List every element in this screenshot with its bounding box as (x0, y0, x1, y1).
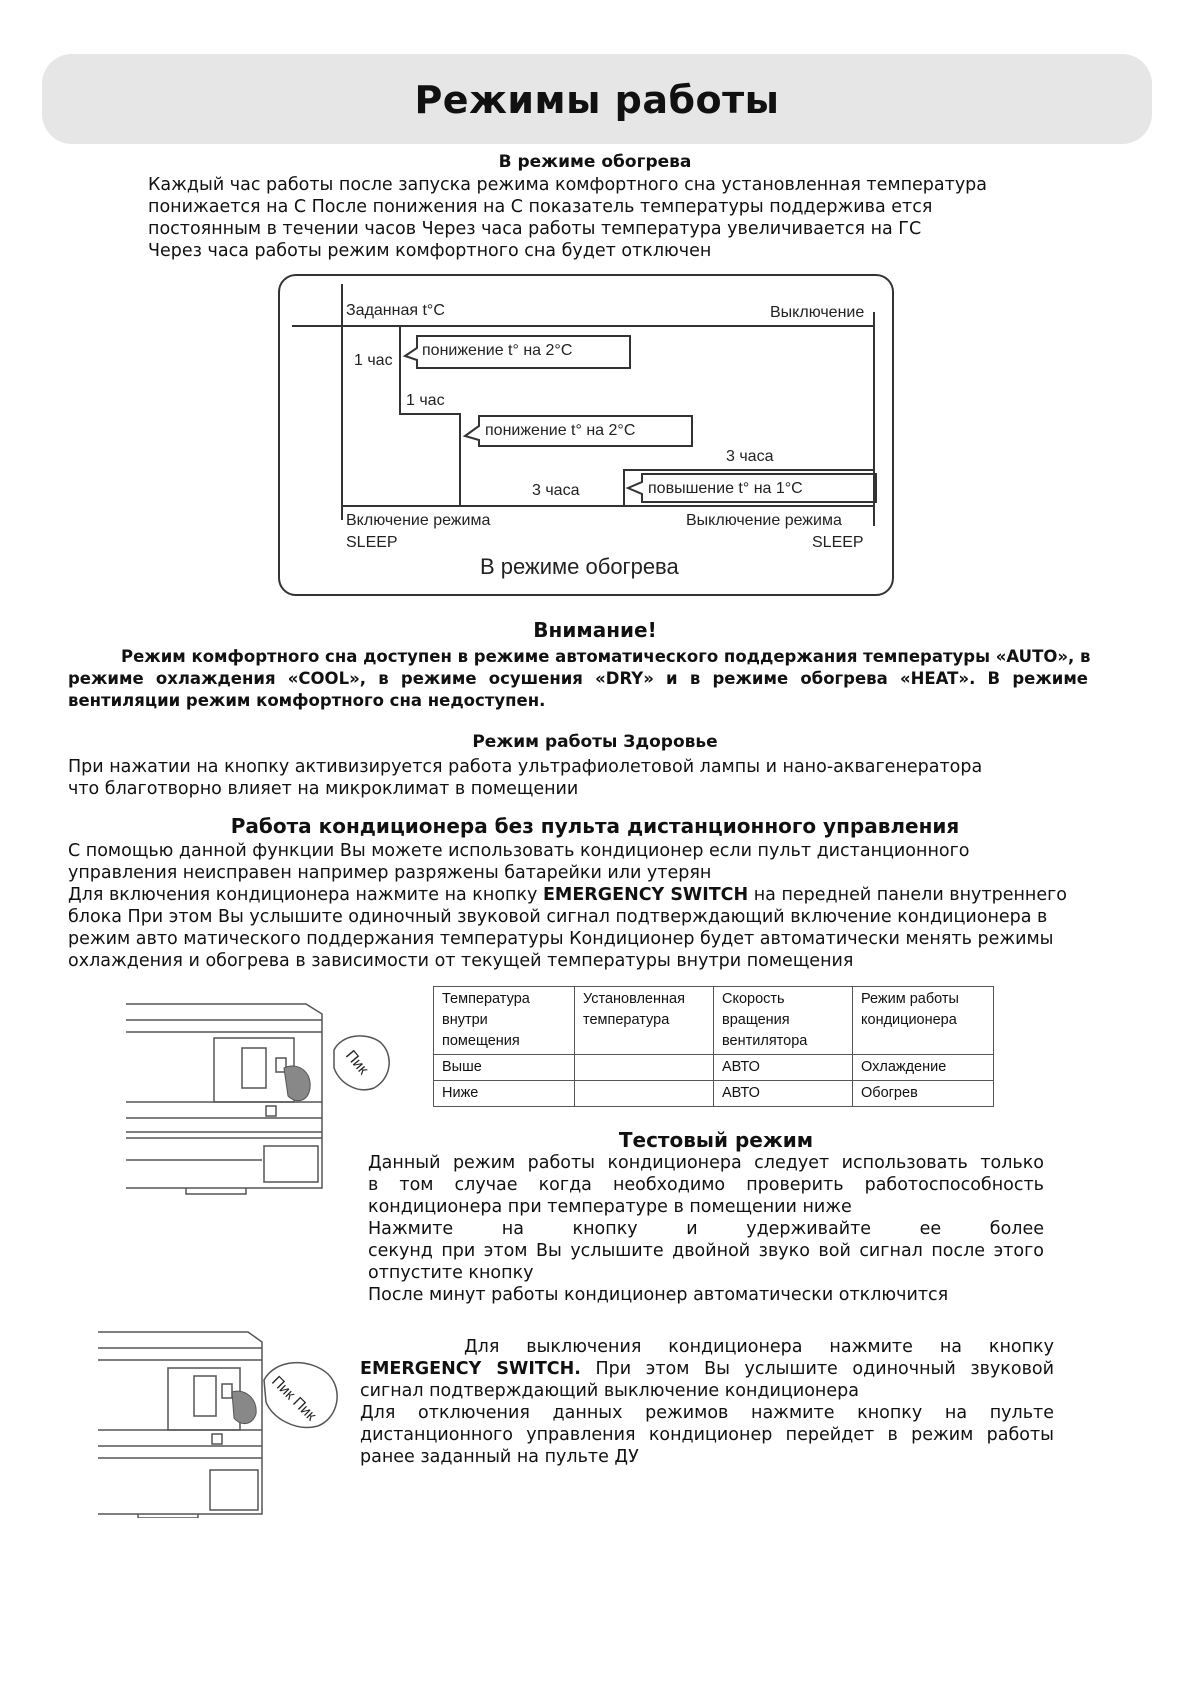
text-line: дистанционного управления кондиционер перейдет в режим работы (360, 1425, 1054, 1445)
text-line: блока При этом Вы услышите одиночный звуковой сигнал подтверждающий включение кондиционера в (68, 907, 1048, 927)
table-row (434, 1081, 994, 1107)
beep-label-2: Пик Пик (268, 1372, 320, 1425)
diagram-hours-3a: 3 часа (726, 448, 774, 465)
emergency-switch-label: EMERGENCY SWITCH (542, 885, 749, 905)
table-cell (575, 1055, 714, 1081)
cell-line: Скорость (722, 991, 785, 1007)
text-line (68, 884, 1067, 906)
table-cell: Ниже (434, 1081, 575, 1107)
diagram-caption: В режиме обогрева (480, 554, 679, 579)
table-cell: Охлаждение (853, 1055, 994, 1081)
emergency-mode-table (433, 986, 994, 1107)
text-line (360, 1358, 1054, 1380)
page-header (42, 54, 1152, 144)
sleep-mode-diagram (278, 274, 894, 596)
text-line: ранее заданный на пульте ДУ (360, 1447, 639, 1467)
attention-text (68, 646, 1091, 712)
text-line: Для отключения данных режимов нажмите кнопку на пульте (360, 1403, 1054, 1423)
text-line: С помощью данной функции Вы можете использовать кондиционер если пульт дистанционного (68, 841, 970, 861)
indoor-unit-illustration-2 (98, 1318, 358, 1518)
text-line: Для выключения кондиционера нажмите на кнопку (464, 1337, 1054, 1357)
diagram-hours-3b: 3 часа (532, 482, 580, 499)
text-line: что благотворно влияет на микроклимат в помещении (68, 779, 579, 799)
text-line: управления неисправен например разряжены батарейки или утерян (68, 863, 712, 883)
diagram-sleep-off-2: SLEEP (812, 534, 864, 551)
text-line: Каждый час работы после запуска режима комфортного сна установленная температура (148, 175, 988, 195)
text-line: вентиляции режим комфортного сна недоступен. (68, 691, 546, 710)
no-remote-title: Работа кондиционера без пульта дистанционного управления (230, 814, 960, 838)
cell-line: вращения (722, 1012, 790, 1028)
heat-section-text (148, 174, 987, 262)
cell-line: Установленная (583, 991, 685, 1007)
table-cell: АВТО (714, 1081, 853, 1107)
text-span: Для включения кондиционера нажмите на кнопку (68, 885, 543, 905)
table-cell: Выше (434, 1055, 575, 1081)
cell-line: помещения (442, 1033, 520, 1049)
heat-section-title: В режиме обогрева (498, 152, 692, 172)
text-line: Через часа работы режим комфортного сна будет отключен (148, 241, 712, 261)
diagram-sleep-on: Включение режима (346, 512, 491, 529)
diagram-hour-1b: 1 час (406, 392, 445, 409)
table-header-row (434, 987, 994, 1055)
indoor-unit-drawing (98, 1318, 358, 1518)
table-header-cell (853, 987, 994, 1055)
diagram-step-3: повышение t° на 1°C (648, 480, 803, 497)
health-title: Режим работы Здоровье (472, 732, 718, 752)
page-title: Режимы работы (414, 78, 780, 122)
table-row (434, 1055, 994, 1081)
diagram-sleep-on-2: SLEEP (346, 534, 398, 551)
table-cell: Обогрев (853, 1081, 994, 1107)
health-text (68, 756, 982, 800)
text-line: сигнал подтверждающий выключение кондиционера (360, 1381, 859, 1401)
text-line: После минут работы кондиционер автоматически отключится (368, 1285, 949, 1305)
text-line: понижается на С После понижения на С показатель температуры поддержива ется (148, 197, 933, 217)
cell-line: Температура (442, 991, 530, 1007)
text-line: режиме охлаждения «COOL», в режиме осушения «DRY» и в режиме обогрева «HEAT». В режиме (68, 669, 1088, 688)
text-line: в том случае когда необходимо проверить работоспособность (368, 1175, 1044, 1195)
cell-line: вентилятора (722, 1033, 808, 1049)
table-header-cell (714, 987, 853, 1055)
test-mode-title: Тестовый режим (618, 1128, 814, 1152)
text-line: режим авто матического поддержания температуры Кондиционер будет автоматически менять режимы (68, 929, 1054, 949)
cell-line: кондиционера (861, 1012, 957, 1028)
indoor-unit-drawing (126, 998, 406, 1198)
diagram-off-label: Выключение (770, 304, 865, 321)
test-mode-text (368, 1152, 1044, 1306)
text-line: секунд при этом Вы услышите двойной звуко вой сигнал после этого (368, 1241, 1044, 1261)
indoor-unit-illustration-1 (126, 998, 406, 1198)
text-line: кондиционера при температуре в помещении ниже (368, 1197, 852, 1217)
emergency-switch-label: EMERGENCY SWITCH. (360, 1359, 581, 1379)
diagram-step-2: понижение t° на 2°C (485, 422, 636, 439)
table-cell (575, 1081, 714, 1107)
text-line: Режим комфортного сна доступен в режиме автоматического поддержания температуры «AUTO», в (121, 647, 1091, 666)
cell-line: Режим работы (861, 991, 959, 1007)
emergency-off-text (360, 1336, 1054, 1468)
beep-label-1: Пик (342, 1047, 372, 1078)
attention-title: Внимание! (533, 618, 657, 642)
text-line: Данный режим работы кондиционера следует использовать только (368, 1153, 1044, 1173)
text-span: на передней панели внутреннего (748, 885, 1068, 905)
text-line: отпустите кнопку (368, 1263, 534, 1283)
text-line: постоянным в течении часов Через часа работы температура увеличивается на ГС (148, 219, 922, 239)
text-line: При нажатии на кнопку активизируется работа ультрафиолетовой лампы и нано-аквагенератора (68, 757, 983, 777)
cell-line: температура (583, 1012, 670, 1028)
text-line: Нажмите на кнопку и удерживайте ее более (368, 1219, 1044, 1239)
cell-line: внутри (442, 1012, 488, 1028)
diagram-hour-1a: 1 час (354, 352, 393, 369)
text-span: При этом Вы услышите одиночный звуковой (580, 1359, 1054, 1379)
table-cell: АВТО (714, 1055, 853, 1081)
no-remote-text (68, 840, 1067, 972)
table-header-cell (575, 987, 714, 1055)
diagram-set-temp: Заданная t°C (346, 302, 445, 319)
diagram-step-1: понижение t° на 2°C (422, 342, 573, 359)
diagram-sleep-off: Выключение режима (686, 512, 842, 529)
text-line: охлаждения и обогрева в зависимости от текущей температуры внутри помещения (68, 951, 854, 971)
table-header-cell (434, 987, 575, 1055)
